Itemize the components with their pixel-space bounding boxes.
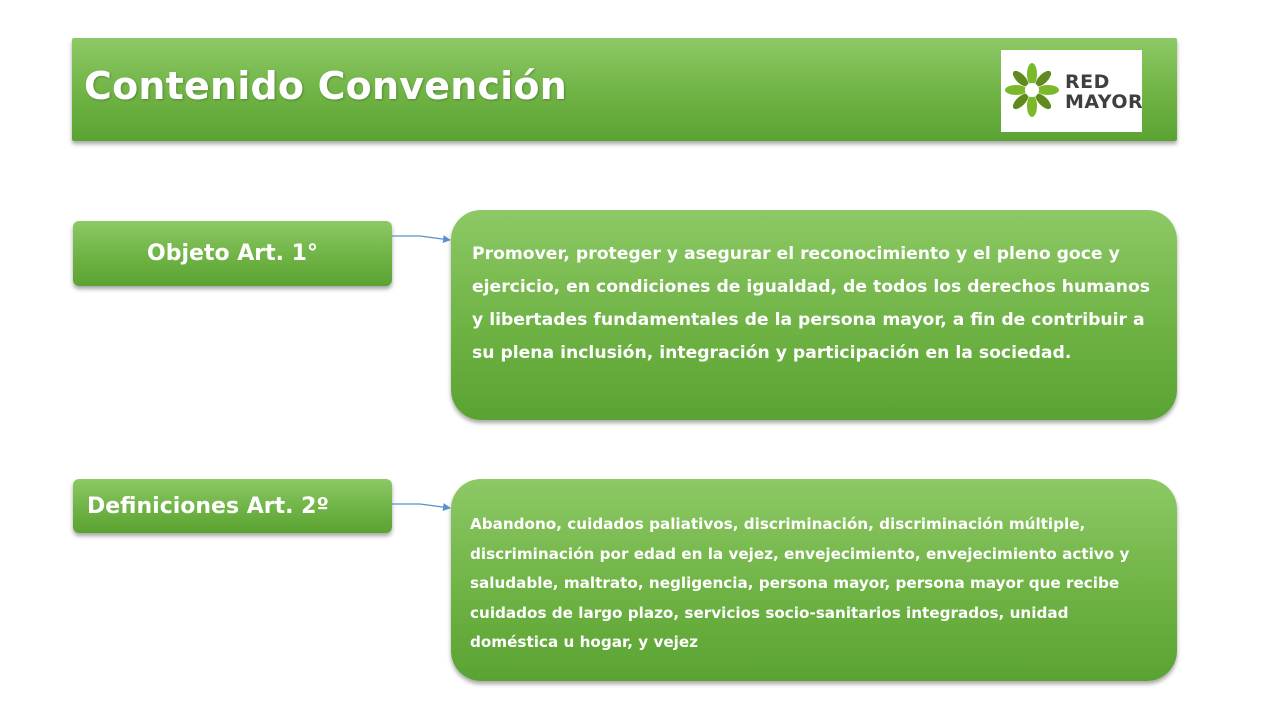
objeto-label-text: Objeto Art. 1° (147, 241, 318, 266)
logo-word-mayor: MAYOR (1065, 91, 1144, 113)
definiciones-label-text: Definiciones Art. 2º (87, 493, 329, 519)
definiciones-connector-arrow (392, 504, 450, 508)
objeto-connector-arrow (392, 236, 450, 240)
objeto-content-text: Promover, proteger y asegurar el reconocimiento y el pleno goce y ejercicio, en condiciones de igualdad, de todos los derechos humanos y libertades fundamentales de la persona mayor, a fin de contribuir a su plena inclusión, integración y participación en la sociedad. (472, 244, 1151, 363)
page-title: Contenido Convención (84, 64, 567, 108)
logo-word-red: RED (1065, 71, 1110, 93)
definiciones-content-text: Abandono, cuidados paliativos, discriminación, discriminación múltiple, discriminación por edad en la vejez, envejecimiento, envejecimiento activo y saludable, maltrato, negligencia, persona mayor, persona mayor que recibe cuidados de largo plazo, servicios socio-sanitarios integrados, unidad doméstica u hogar, y vejez (470, 515, 1130, 651)
